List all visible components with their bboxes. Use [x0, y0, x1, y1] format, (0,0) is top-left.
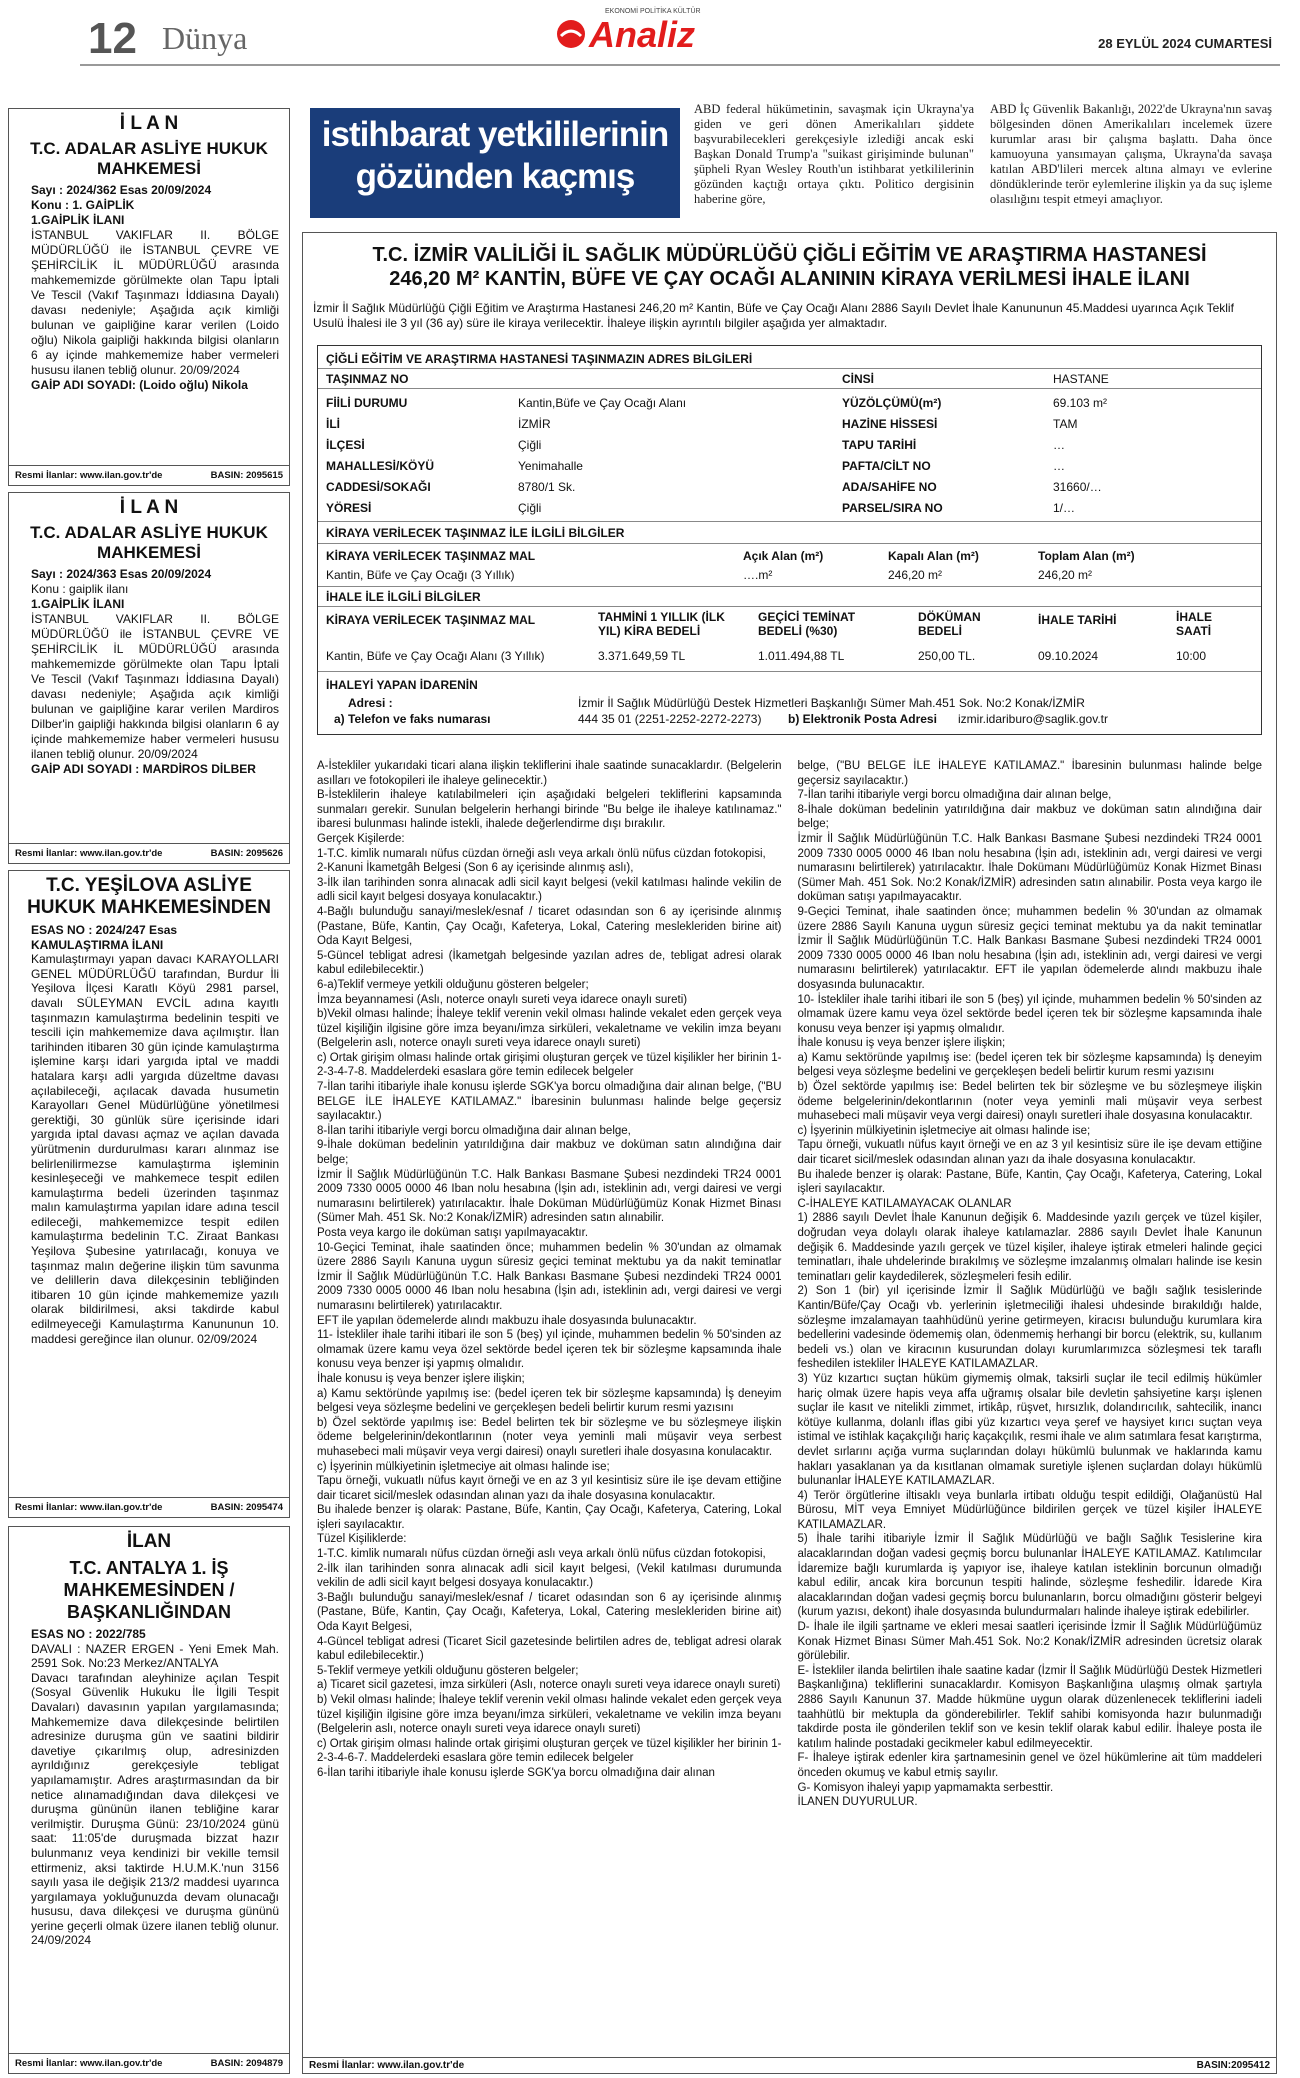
newspaper-logo [555, 8, 735, 55]
tender-paragraph: İhale konusu iş veya benzer işlere ilişkin; [797, 1037, 1006, 1050]
ad-body: İSTANBUL VAKIFLAR II. BÖLGE MÜDÜRLÜĞÜ ile İSTANBUL ÇEVRE VE ŞEHİRCİLİK İL MÜDÜRLÜĞÜ arasında mahkememizde görülmekte olan Tapu İptali Ve Tescil (Vakıf Taşınmazı İddiasına Dayalı) davası nedeniyle; Aşağıda açık kimliği bulunan ve gaipliğine karar verilen (Loido oğlu) Nikola gaipliği hakkında bilgisi olanların 6 ay içinde mahkememize haber vermeleri hususu ilanen tebliğ olunur. 20/09/2024 [31, 228, 279, 377]
teaser-headline: istihbarat yetkililerinin gözünden kaçmış [310, 108, 680, 218]
table-section-address: ÇİĞLİ EĞİTİM VE ARAŞTIRMA HASTANESİ TAŞINMAZIN ADRES BİLGİLERİ [326, 352, 753, 366]
value-adresi: İzmir İl Sağlık Müdürlüğü Destek Hizmetleri Başkanlığı Sümer Mah.451 Sok. No:2 Konak/İZMİR [578, 696, 1085, 710]
ad-yesilova [8, 870, 290, 1518]
value-pafta: … [1053, 459, 1065, 473]
value-telefon: 444 35 01 (2251-2252-2272-2273) [578, 712, 762, 726]
tender-paragraph: 5-Güncel tebligat adresi (İkametgah belgesinde yazılan adres de, tebligat adresi olarak kabul edilebilecektir.) [317, 949, 782, 977]
tender-paragraph: Tapu örneği, vukuatlı nüfus kayıt örneği ve en az 3 yıl kesintisiz süre ile işe devam ettiğine dair ticaret sicil/meslek odasından alınan yazı da ihale dosyasına konulacaktır. [797, 1139, 1262, 1167]
teaser-col-2: ABD İç Güvenlik Bakanlığı, 2022'de Ukrayna'nın savaş bölgesinden dönen Amerikalıları incelemek üzere kurumlar arası bir çalışma başlattı. Daha önce kamuoyuna yansımayan çalışma, Ukrayna'da savaşa katılan ABD'lileri mercek altına almayı ve evlerine döndüklerinde terör eylemlerine ilişkin ya da suç işleme olasılığını tespit etmeyi amaçlıyor. [990, 102, 1272, 206]
tender-paragraph: 7-İlan tarihi itibariyle ihale konusu işlerde SGK'ya borcu olmadığına dair alınan belge, ("BU BELGE İLE İHALEYE KATILAMAZ." İbaresinin bulunması halinde belge geçersiz sayılacaktır.) [317, 1081, 782, 1123]
logo-icon [555, 18, 587, 50]
section-title: Dünya [162, 20, 248, 56]
ad-footer-link: Resmi İlanlar: www.ilan.gov.tr'de [15, 2058, 163, 2069]
ad-footer-link: Resmi İlanlar: www.ilan.gov.tr'de [15, 1502, 163, 1513]
tender-paragraph: 4) Terör örgütlerine iltisaklı veya bunlarla irtibatı olduğu tespit edildiği, Olağanüstü Hal Bürosu, MİT veya Emniyet Müdürlüğünce bildirilen gerçek ve tüzel kişiler İHALEYE KATILAMAZLAR. [797, 1489, 1262, 1531]
ad-konu: Konu : 1. GAİPLİK [31, 198, 135, 212]
tender-paragraph: 3-Bağlı bulunduğu sanayi/meslek/esnaf / ticaret odasından son 6 ay içerisinde alınmış (Pastane, Büfe, Kantin, Çay Ocağı, Kafeterya, Lokal, Catering meslekleriden birine ait) Oda Kayıt Belgesi, [317, 1591, 782, 1634]
tender-paragraph: İhale konusu iş veya benzer işlere ilişkin; [317, 1372, 525, 1385]
ad-body: Davacı tarafından aleyhinize açılan Tespit (Sosyal Güvenlik Hukuku İle İlgili Tespit Davaları) davasının yapılan yargılamasında; Mahkememize dava dilekçesinde belirtilen adresinize duruşma gün ve saatini bildirir davetiye çıkarılmış olup, adresinizden ayrıldığınız gerekçesiyle tebligat yapılamamıştır. Adres araştırmasından da bir netice alınamadığından dava dilekçesi ve duruşma gününün ilanen tebliğine karar verilmiştir. Duruşma Günü: 23/10/2024 günü saat: 11:05'de duruşmada bizzat hazır bulunmanız veya kendinizi bir vekille temsil ettirmeniz, aksi taktirde H.U.M.K.'nun 3156 sayılı yasa ile değişik 213/2 maddesi uyarınca yargılamaya yokluğunuzda devam olunacağı hususu, dava dilekçesi ve duruşma gününü yerine geçerli olmak üzere ilanen tebliğ olunur. 24/09/2024 [31, 1670, 279, 1948]
label-ili: İLİ [326, 417, 340, 431]
label-kapali-alan: Kapalı Alan (m²) [888, 549, 979, 563]
label-pafta: PAFTA/CİLT NO [842, 459, 931, 473]
value-acik-alan: ….m² [743, 568, 773, 582]
teaser-col-1 [694, 102, 974, 207]
ad-esas: ESAS NO : 2024/247 Esas [31, 923, 178, 937]
tender-footer-basin: BASIN:2095412 [1196, 2060, 1270, 2071]
ad-heading: 1.GAİPLİK İLANI [31, 597, 125, 611]
label-acik-alan: Açık Alan (m²) [743, 549, 824, 563]
label-adresi: Adresi : [348, 696, 393, 710]
ad-davali: DAVALI : NAZER ERGEN - Yeni Emek Mah. 2591 Sok. No:23 Merkez/ANTALYA [31, 1641, 279, 1671]
ad-body: Kamulaştırmayı yapan davacı KARAYOLLARI GENEL MÜDÜRLÜĞÜ tarafından, Burdur İli Yeşilova İlçesi Karatlı Köyü 2981 parsel, davalı SÜLEYMAN EVCİL adına kayıtlı taşınmazın kamulaştırma bedelinin tespiti ve tescili için mahkememize dava açılmıştır. İlan tarihinden itibaren 30 gün içinde kamulaştırma işlemine karşı idari yargıda iptal ve maddi hatalara karşı adli yargıda düzeltme davası açılabileceği, açılacak davada husumetin Karayolları Genel Müdürlüğüne yönetilmesi gerektiği, 30 günlük süre içerisinde idari yargıda iptal davası açmaz ve açılan davada yürütmenin durdurulması kararı alınmaz ise belirlenilirmezse kamulaştırma işleminin kesinleşeceği ve mahkemece tespit edilen kamulaştırma bedeli üzerinden taşınmaz malın kamulaştırma yapılan idare adına tescil edileceği, mahkememizce tespit edilen kamulaştırma bedelinin T.C. Ziraat Bankası Yeşilova Şubesine yatırılacağı, konuya ve taşınmaz malın değerine ilişkin tüm savunma ve delillerin dava dilekçesinin tebliğinden itibaren 10 gün içinde mahkememize yazılı olarak bildirilmesi, aksi takdirde kabul edilmeyeceği Kamulaştırma Kanununun 10. maddesi gereğince ilan olunur. 02/09/2024 [31, 952, 279, 1346]
tender-paragraph: 5-Teklif vermeye yetkili olduğunu gösteren belgeler; [317, 1664, 579, 1677]
value-yuzolcumu: 69.103 m² [1053, 396, 1108, 410]
page-number: 12 [88, 14, 137, 63]
tender-paragraph: Bu ihalede benzer iş olarak: Pastane, Büfe, Kantin, Çay Ocağı, Kafeterya, Catering, Lokal işleri sayılacaktır. [797, 1168, 1262, 1196]
ad-court: T.C. YEŞİLOVA ASLİYE HUKUK MAHKEMESİNDEN [27, 875, 271, 918]
label-yuzolcumu: YÜZÖLÇÜMÜ(m²) [842, 396, 942, 410]
value-ada: 31660/… [1053, 480, 1102, 494]
value-mahalle: Yenimahalle [518, 459, 583, 473]
label-yore: YÖRESİ [326, 501, 372, 515]
value-kapali-alan: 246,20 m² [888, 568, 943, 582]
issue-date: 28 EYLÜL 2024 CUMARTESİ [1098, 36, 1272, 51]
value-parsel: 1/… [1053, 501, 1076, 515]
tender-paragraph: 6-İlan tarihi itibariyle ihale konusu işlerde SGK'ya borcu olmadığına dair alınan [317, 1766, 715, 1779]
tender-paragraph: A-İstekliler yukarıdaki ticari alana ilişkin tekliflerini ihale saatinde sunacaklardır. (Belgelerin asılları ve fotokopileri ile ihaleye gelinecektir.) [317, 760, 782, 787]
tender-paragraph: Tüzel Kişiliklerde: [317, 1533, 407, 1546]
tender-paragraph: b) Özel sektörde yapılmış ise: Bedel belirten tek bir sözleşme ve bu sözleşmeye ilişkin ödeme belgelerinin/dekontlarının (noter veya yeminli mali müşavir veya serbest muhasebeci mali müşavir veya vergi dairesi) onaylı suretleri ihale dosyasına konulacaktır. [797, 1081, 1262, 1123]
ad-heading: 1.GAİPLİK İLANI [31, 213, 125, 227]
tender-paragraph: C-İHALEYE KATILAMAYACAK OLANLAR [797, 1197, 1012, 1210]
label-toplam-alan: Toplam Alan (m²) [1038, 549, 1135, 563]
tender-paragraph: a) Ticaret sicil gazetesi, imza sirküleri (Aslı, noterce onaylı sureti veya idarece onaylı sureti) [317, 1679, 781, 1692]
label-parsel: PARSEL/SIRA NO [842, 501, 943, 515]
label-kira-mal: KİRAYA VERİLECEK TAŞINMAZ MAL [326, 549, 536, 563]
value-eposta: izmir.idariburo@saglik.gov.tr [958, 712, 1109, 726]
table-section-ihale: İHALE İLE İLGİLİ BİLGİLER [326, 590, 481, 604]
table-section-idare: İHALEYİ YAPAN İDARENİN [326, 678, 478, 692]
tender-paragraph: 4-Bağlı bulunduğu sanayi/meslek/esnaf / ticaret odasından son 6 ay içerisinde alınmış (Pastane, Büfe, Kantin, Çay Ocağı, Kafeterya, Lokal, Catering meslekleriden birine ait) Oda Kayıt Belgesi, [317, 905, 782, 948]
value-cinsi: HASTANE [1053, 372, 1109, 386]
tender-paragraph: b) Özel sektörde yapılmış ise: Bedel belirten tek bir sözleşme ve bu sözleşmeye ilişkin ödeme belgelerinin/dekontlarının (noter veya yeminli mali müşavir veya serbest muhasebeci mali müşavir veya vergi dairesi) onaylı suretleri ihale dosyasına konulacaktır. [317, 1416, 782, 1458]
value-cadde: 8780/1 Sk. [518, 480, 576, 494]
value-ihale-saati: 10:00 [1176, 649, 1207, 663]
ad-court: T.C. ADALAR ASLİYE HUKUK MAHKEMESİ [30, 523, 268, 562]
tender-intro: İzmir İl Sağlık Müdürlüğü Çiğli Eğitim ve Araştırma Hastanesi 246,20 m² Kantin, Büfe ve Çay Ocağı Alanı 2886 Sayılı Devlet İhale Kanununun 45.Maddesi uyarınca Açık Teklif Usulü İhalesi ile 3 yıl (36 ay) süre ile kiraya verilecektir. İhaleye ilişkin ayrıntılı bilgiler aşağıda yer almaktadır. [313, 301, 1234, 330]
tender-paragraph: Bu ihalede benzer iş olarak: Pastane, Büfe, Kantin, Çay Ocağı, Kafeterya, Catering, Lokal işleri sayılacaktır. [317, 1504, 782, 1531]
ad-footer-link: Resmi İlanlar: www.ilan.gov.tr'de [15, 470, 163, 481]
tender-paragraph: E- İstekliler ilanda belirtilen ihale saatine kadar (İzmir İl Sağlık Müdürlüğü Destek Hizmetleri Başkanlığına) tekliflerini sunacaklardır. Komisyon Başkanlığına ulaşmış olmak şartıyla 2886 Sayılı Kanunun 37. Madde hükmüne uygun olarak düzenlenecek tekliflerini iadeli taahhütlü bir mektupla da gönderebilirler. Teklif sahibi komisyonda hazır bulunmadığı takdirde posta ile gönderilen teklif son ve kesin teklif olarak kabul edilir. İhaleye posta ile katılım halinde postadaki gecikmeler kabul edilmeyecektir. [797, 1664, 1262, 1750]
tender-paragraph: 11- İstekliler ihale tarihi itibari ile son 5 (beş) yıl içinde, muhammen bedelin % 50'sinden az olmamak üzere kamu veya özel sektörde bedel içeren tek bir sözleşme kapsamında ihale konusu veya benzer işi yapmış olmalıdır. [317, 1329, 782, 1371]
tender-title-2: 246,20 M² KANTİN, BÜFE VE ÇAY OCAĞI ALANININ KİRAYA VERİLMESİ İHALE İLANI [389, 268, 1190, 290]
tender-paragraph: c) Ortak girişim olması halinde ortak girişimi oluşturan gerçek ve tüzel kişilikler her birinin 1-2-3-4-7-8. Maddelerdeki esaslara göre temin edilecek belgeler [317, 1051, 782, 1079]
value-hazine: TAM [1053, 417, 1078, 431]
tender-paragraph: 1) 2886 sayılı Devlet İhale Kanunun değişik 6. Maddesinde yazılı gerçek ve tüzel kişiler, doğrudan veya dolaylı olarak ihaleye katılamazlar. 2886 sayılı Devlet İhale Kanunun değişik 6. Maddesinde yazılı gerçek ve tüzel kişiler, ihaleye iştirak etmeleri halinde geçici teminatları, ihale uhdelerinde bırakılmış ve sözleşme imzalanmış olmaları halinde ise kesin teminatları gelir kaydedilerek, sözleşmeleri fesih edilir. [797, 1212, 1262, 1283]
tender-paragraph: B-İsteklilerin ihaleye katılabilmeleri için aşağıdaki belgeleri tekliflerini kapsamında sunmaları gerekir. Sunulan belgelerin herhangi birinde "Bu belge ile ihaleye katılınamaz." ibaresi bulunması halinde istekli, ihalede değerlendirme dışı bırakılır. [317, 789, 782, 831]
tender-paragraph: 1-T.C. kimlik numaralı nüfus cüzdan örneği aslı veya arkalı önlü nüfus cüzdan fotokopisi, [317, 847, 766, 860]
ad-ilan-heading: İ L A N [119, 497, 179, 518]
tender-paragraph: Posta veya kargo ile doküman satışı yapılmayacaktır. [317, 1227, 589, 1239]
tender-paragraph: 5) İhale tarihi itibariyle İzmir İl Sağlık Müdürlüğü ve bağlı Sağlık Tesislerine kira alacaklarından doğan vadesi geçmiş borcu bulunanlar İHALEYE KATILAMAZ. Katılımcılar İdaremize bağlı kurumlarda iş yapıyor ise, ihaleye katılan isteklinin borcunun olmadığı kabul edilir, ancak kira borcunun tespiti halinde, sözleşme feshedilir. İdarede Kira alacaklarından doğan vadesi geçmiş borcu bulunanların, borcu olmadığını gösterir belgeyi (kurum yazısı, dekont) ihale dosyasında bulundurmaları halinde ihaleye iştirak edebilirler. [797, 1533, 1262, 1619]
tender-paragraph: Gerçek Kişilerde: [317, 832, 405, 845]
ad-footer-link: Resmi İlanlar: www.ilan.gov.tr'de [15, 848, 163, 859]
label-fiili: FİİLİ DURUMU [326, 396, 408, 410]
label-ihale-mal: KİRAYA VERİLECEK TAŞINMAZ MAL [326, 613, 536, 627]
label-ihale-saati: İHALE SAATİ [1176, 610, 1212, 638]
tender-footer-link: Resmi İlanlar: www.ilan.gov.tr'de [309, 2060, 465, 2071]
logo-tagline: EKONOMİ POLİTİKA KÜLTÜR [605, 8, 701, 15]
label-dokuman-bedeli: DÖKÜMAN BEDELİ [918, 610, 981, 638]
ad-body: İSTANBUL VAKIFLAR II. BÖLGE MÜDÜRLÜĞÜ ile İSTANBUL ÇEVRE VE ŞEHİRCİLİK İL MÜDÜRLÜĞÜ arasında mahkememizde görülmekte olan Tapu İptali Ve Tescil (Vakıf Taşınmazı İddiasına Dayalı) davası nedeniyle; Aşağıda açık kimliği bulunan ve gaipliğine karar verilen Mardiros Dilber'in gaipliği hakkında bilgisi olanların 6 ay içinde mahkememize haber vermeleri hususu ilanen tebliğ olunur. 20/09/2024 [31, 612, 279, 761]
ad-adalar-1 [8, 108, 290, 486]
tender-body-columns [317, 759, 1262, 1810]
ad-adalar-2 [8, 492, 290, 864]
value-fiili: Kantin,Büfe ve Çay Ocağı Alanı [518, 396, 687, 410]
tender-paragraph: 9-Geçici Teminat, ihale saatinden önce; muhammen bedelin % 30'undan az olmamak üzere 2886 Sayılı Kanuna uygun süresiz geçici teminat mektubu ya da nakit teminatlar İzmir İl Sağlık Müdürlüğünün T.C. Halk Bankası Basmane Şubesi nezdindeki TR24 0001 2009 7330 0005 0000 46 Iban nolu hesabına (İşin adı, isteklinin adı, vergi dairesi ve vergi numarasını belirtilerek) yatırılacaktır. EFT ile yapılan ödemelerde alındı makbuzu ihale dosyasında bulunacaktır. [797, 905, 1262, 991]
ad-gaip: GAİP ADI SOYADI: (Loido oğlu) Nikola [31, 378, 248, 392]
label-eposta: b) Elektronik Posta Adresi [788, 712, 937, 726]
label-hazine: HAZİNE HİSSESİ [842, 417, 938, 431]
tender-paragraph: 6-a)Teklif vermeye yetkili olduğunu gösteren belgeler; [317, 978, 589, 991]
tender-paragraph: 9-İhale doküman bedelinin yatırıldığına dair makbuz ve doküman satın alındığına dair belge; [317, 1139, 782, 1167]
label-telefon: a) Telefon ve faks numarası [334, 712, 491, 726]
tender-paragraph: İzmir İl Sağlık Müdürlüğünün T.C. Halk Bankası Basmane Şubesi nezdindeki TR24 0001 2009 7330 0005 0000 46 Iban nolu hesabına (İşin adı, isteklinin adı, vergi dairesi ve vergi numarasını belirtilerek) yatırılacaktır. İhale Dokümanı Müdürlüğümüz Konak Hizmet Binası (Sümer Mah. 451 Sok. No:2 Konak/İZMİR) adresinden satın alınabilir. Posta veya kargo ile doküman satışı yapılmayacaktır. [797, 832, 1262, 904]
value-toplam-alan: 246,20 m² [1038, 568, 1093, 582]
tender-paragraph: 2-İlk ilan tarihinden sonra alınacak adli sicil kayıt belgesi, (Vekil katılması durumunda vekilin de adli sicil kayıt belgesi dosyaya konulacaktır.) [317, 1562, 782, 1590]
value-ilcesi: Çiğli [518, 438, 542, 452]
tender-paragraph: 1-T.C. kimlik numaralı nüfus cüzdan örneği aslı veya arkalı önlü nüfus cüzdan fotokopisi, [317, 1548, 766, 1561]
tender-paragraph: EFT ile yapılan ödemelerde alındı makbuzu ihale dosyasında bulunacaktır. [317, 1314, 697, 1327]
tender-paragraph: 8-İhale doküman bedelinin yatırıldığına dair makbuz ve doküman satın alındığına dair belge; [797, 803, 1262, 831]
value-dokuman-bedeli: 250,00 TL. [918, 649, 976, 663]
value-yore: Çiğli [518, 501, 542, 515]
tender-paragraph: 10-Geçici Teminat, ihale saatinden önce; muhammen bedelin % 30'undan az olmamak üzere 2886 Sayılı Kanuna uygun süresiz geçici teminat mektubu ya da nakit teminatlar İzmir İl Sağlık Müdürlüğünün T.C. Halk Bankası Basmane Şubesi nezdindeki TR24 0001 2009 7330 0005 0000 46 Iban nolu hesabına (İşin adı, isteklinin adı, vergi dairesi ve vergi numarasını belirtilerek) yatırılacaktır. [317, 1241, 782, 1312]
ad-footer-basin: BASIN: 2095615 [210, 470, 283, 481]
tender-paragraph: 10- İstekliler ihale tarihi itibari ile son 5 (beş) yıl içinde, muhammen bedelin % 50'sinden az olmamak üzere kamu veya özel sektörde bedel içeren tek bir sözleşme kapsamında ihale konusu veya benzer işi yapmış olmalıdır. [797, 993, 1262, 1035]
ad-footer-basin: BASIN: 2095474 [210, 1502, 283, 1513]
tender-paragraph: D- İhale ile ilgili şartname ve ekleri mesai saatleri içerisinde İzmir İl Sağlık Müdürlüğümüz Konak Hizmet Binası Sümer Mah.451 Sok. No:2 Konak/İZMİR adresinden ücretsiz olarak görülebilir. [797, 1621, 1262, 1663]
label-cinsi: CİNSİ [842, 372, 875, 386]
label-tahmini-bedel: TAHMİNİ 1 YILLIK (İLK YIL) KİRA BEDELİ [598, 610, 725, 638]
ad-heading: KAMULAŞTIRMA İLANI [31, 937, 164, 952]
tender-paragraph: F- İhaleye iştirak edenler kira şartnamesinin genel ve özel hükümlerine ait tüm maddeleri önceden okumuş ve kabul etmiş sayılır. [797, 1752, 1262, 1779]
tender-paragraph: Tapu örneği, vukuatlı nüfus kayıt örneği ve en az 3 yıl kesintisiz süre ile işe devam ettiğine dair ticaret sicil/meslek odasından alınan yazı da ihale dosyasına konulacaktır. [317, 1475, 782, 1502]
ad-ilan-heading: İLAN [126, 1531, 172, 1552]
ad-sayi: Sayı : 2024/363 Esas 20/09/2024 [31, 567, 212, 581]
teaser-col-1-text: ABD federal hükümetinin, savaşmak için Ukrayna'ya giden ve geri dönen Amerikalıları şiddete başvurabilecekleri gerekçesiyle izlediği ancak eski Başkan Donald Trump'a "suikast girişiminde bulunan" şüpheli Ryan Wesley Routh'un istihbarat yetkililerinin gözünden kaçtığı ortaya çıktı. Politico dergisinin haberine göre, [694, 102, 974, 206]
tender-paragraph: İzmir İl Sağlık Müdürlüğünün T.C. Halk Bankası Basmane Şubesi nezdindeki TR24 0001 2009 7330 0005 0000 46 Iban nolu hesabına (İşin adı, isteklinin adı, vergi dairesi ve vergi numarasını belirtilerek) yatırılacaktır. İhale Doküman Müdürlüğümüz Konak Hizmet Binası (Sümer Mah. 451 Sk. No:2 Konak/İZMİR) adresinden satın alınabilir. [317, 1168, 782, 1225]
tender-paragraph: 3) Yüz kızartıcı suçtan hüküm giymemiş olmak, taksirli suçlar ile tecil edilmiş hükümler hariç olmak üzere hapis veya affa uğramış olsalar bile devletin şahsiyetine karşı işlenen suçlar ile kasıt ve nitelikli zimmet, irtikâp, rüşvet, hırsızlık, dolandırıcılık, sahtecilik, inancı kötüye kullanma, dolanlı iflas gibi yüz kızartıcı veya şeref ve haysiyet kırıcı suçtan veya istimal ve istihlak kaçakçılığı hariç kaçakçılık, resmi ihale ve alım satımlara fesat karıştırma, devlet sırlarını açığa vurma suçlarından dolayı hükümlü bulunmak ve haklarında kamu hakları yasaklanan ya da kısıtlanan olmamak suretiyle işlenen suçlardan dolayı hükümlü bulunanlar İHALEYE KATILAMAZLAR. [797, 1372, 1262, 1488]
tender-paragraph: c) İşyerinin mülkiyetinin işletmeciye ait olması halinde ise; [317, 1460, 610, 1473]
tender-announcement [302, 232, 1277, 2074]
label-gecici-teminat: GEÇİCİ TEMİNAT BEDELİ (%30) [758, 610, 856, 638]
ad-konu: Konu : gaiplik ilanı [31, 582, 129, 596]
value-kira-mal: Kantin, Büfe ve Çay Ocağı (3 Yıllık) [326, 568, 515, 582]
ad-court: T.C. ANTALYA 1. İŞ MAHKEMESİNDEN / BAŞKANLIĞINDAN [63, 1558, 235, 1622]
label-cadde: CADDESİ/SOKAĞI [326, 480, 431, 494]
value-ihale-mal: Kantin, Büfe ve Çay Ocağı Alanı (3 Yıllık) [326, 649, 545, 663]
value-ihale-tarihi: 09.10.2024 [1038, 649, 1099, 663]
tender-paragraph: 7-İlan tarihi itibariyle vergi borcu olmadığına dair alınan belge, [797, 789, 1112, 802]
tender-footer [303, 2057, 1276, 2073]
tender-paragraph: İLANEN DUYURULUR. [797, 1796, 918, 1809]
tender-info-table [317, 345, 1262, 735]
value-tahmini-bedel: 3.371.649,59 TL [598, 649, 686, 663]
tender-paragraph: İmza beyannamesi (Aslı, noterce onaylı sureti veya idarece onaylı sureti) [317, 993, 688, 1006]
ad-esas: ESAS NO : 2022/785 [31, 1627, 146, 1641]
tender-body-left [317, 759, 782, 1810]
label-tapu: TAPU TARİHİ [842, 438, 917, 452]
tender-paragraph: 2) Son 1 (bir) yıl içerisinde İzmir İl Sağlık Müdürlüğü ve bağlı sağlık tesislerinde Kantin/Büfe/Çay Ocağı vb. yerlerinin işletmeciliği ihalesi uhdesinde bırakıldığı halde, sözleşme imzalamayan taahhüdünü yerine getirmeyen, kiracısı bulunduğu kurumlara kira bedellerini vadesinde ödememiş olan, ödenmemiş herhangi bir borcu (elektrik, su, kullanım bedeli vs.) olan ve kiracının kusurundan dolayı kurumlarımızca sözleşmesi tek taraflı feshedilen istekliler İHALEYE KATILAMAZLAR. [797, 1285, 1262, 1371]
table-section-kira: KİRAYA VERİLECEK TAŞINMAZ İLE İLGİLİ BİLGİLER [326, 526, 625, 540]
ad-court: T.C. ADALAR ASLİYE HUKUK MAHKEMESİ [30, 139, 268, 178]
value-tapu: … [1053, 438, 1065, 452]
label-ada: ADA/SAHİFE NO [842, 480, 937, 494]
value-gecici-teminat: 1.011.494,88 TL [758, 649, 845, 663]
value-ili: İZMİR [518, 417, 551, 431]
tender-paragraph: 2-Kanuni İkametgâh Belgesi (Son 6 ay içerisinde alınmış aslı), [317, 862, 634, 875]
ad-ilan-heading: İ L A N [119, 113, 179, 134]
ad-antalya [8, 1526, 290, 2074]
label-tasinmaz-no: TAŞINMAZ NO [326, 372, 409, 386]
tender-paragraph: a) Kamu sektöründe yapılmış ise: (bedel içeren tek bir sözleşme kapsamında) İş deneyim belgesi veya sözleşme bedelini ve gerçekleşen bedeli belirtir kurum resmi yazısını [317, 1387, 782, 1415]
ad-sayi: Sayı : 2024/362 Esas 20/09/2024 [31, 183, 212, 197]
tender-paragraph: belge, ("BU BELGE İLE İHALEYE KATILAMAZ." İbaresinin bulunması halinde belge geçersiz sayılacaktır.) [797, 760, 1262, 787]
tender-paragraph: 4-Güncel tebligat adresi (Ticaret Sicil gazetesinde belirtilen adres de, tebligat adresi olarak kabul edilebilecektir.) [317, 1635, 782, 1663]
tender-paragraph: b)Vekil olması halinde; İhaleye teklif verenin vekil olması halinde vekalet eden gerçek veya tüzel kişiliğin ilgisine göre imza beyanı/imza sirküleri, vekaletname ve vekilin imza beyanı (Belgelerin aslı, noterce onaylı sureti veya idarece onaylı sureti) [317, 1008, 782, 1050]
ad-gaip: GAİP ADI SOYADI : MARDİROS DİLBER [31, 762, 256, 776]
tender-paragraph: b) Vekil olması halinde; İhaleye teklif verenin vekil olması halinde vekalet eden gerçek veya tüzel kişiliğin ilgisine göre imza beyanı/imza sirküleri, vekaletname ve vekilin imza beyanı (Belgelerin aslı, noterce onaylı sureti veya idarece onaylı sureti) [317, 1694, 782, 1736]
label-mahalle: MAHALLESİ/KÖYÜ [326, 459, 434, 473]
label-ihale-tarihi: İHALE TARİHİ [1038, 613, 1117, 627]
logo-word: Analiz [589, 14, 696, 55]
tender-paragraph: c) İşyerinin mülkiyetinin işletmeciye ait olması halinde ise; [797, 1124, 1091, 1137]
tender-title-1: T.C. İZMİR VALİLİĞİ İL SAĞLIK MÜDÜRLÜĞÜ ÇİĞLİ EĞİTİM VE ARAŞTIRMA HASTANESİ [372, 244, 1207, 266]
ad-footer-basin: BASIN: 2095626 [210, 848, 283, 859]
tender-paragraph: G- Komisyon ihaleyi yapıp yapmamakta serbesttir. [797, 1781, 1054, 1794]
tender-paragraph: 3-İlk ilan tarihinden sonra alınacak adli sicil kayıt belgesi (vekil katılması halinde vekilin de adli sicil kayıt belgesi dosyaya konulacaktır.) [317, 876, 782, 904]
tender-paragraph: a) Kamu sektöründe yapılmış ise: (bedel içeren tek bir sözleşme kapsamında) İş deneyim belgesi veya sözleşme bedelini ve gerçekleşen bedeli belirtir kurum resmi yazısını [797, 1051, 1262, 1079]
header-rule [80, 64, 1280, 66]
tender-paragraph: c) Ortak girişim olması halinde ortak girişimi oluşturan gerçek ve tüzel kişilikler her birinin 1-2-3-4-6-7. Maddelerdeki esaslara göre temin edilecek belgeler [317, 1737, 782, 1765]
tender-paragraph: 8-İlan tarihi itibariyle vergi borcu olmadığına dair alınan belge, [317, 1124, 631, 1137]
label-ilcesi: İLÇESİ [326, 438, 365, 452]
ad-footer-basin: BASIN: 2094879 [210, 2058, 283, 2069]
tender-body-right [798, 759, 1263, 1810]
